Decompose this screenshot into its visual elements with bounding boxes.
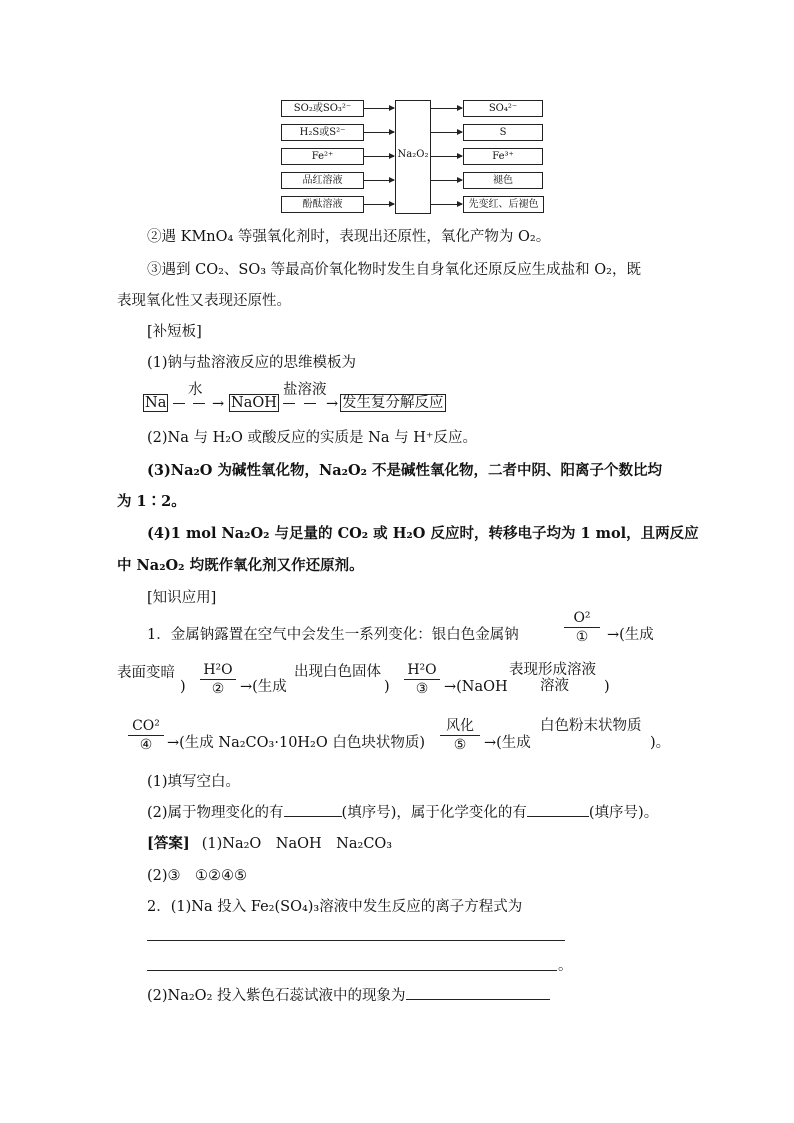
q1-k: →(生成 [484,735,531,751]
q1-sub-2-a: (2)属于物理变化的有 [147,805,284,821]
q1-l-answer: 白色粉末状物质 [540,718,642,734]
step-2-rule [200,679,236,680]
q2-part-2 [147,986,550,1006]
q2-part-1: 2．(1)Na 投入 Fe₂(SO₄)₃溶液中发生反应的离子方程式为 [147,899,523,915]
knowledge-heading: [知识应用] [147,590,217,606]
arrow-out-3 [430,156,462,157]
q1-sub-2-blank-1[interactable] [284,816,342,817]
step-5-condition [440,718,480,753]
q1-sub-2-blank-2[interactable] [527,816,589,817]
q1-m: )。 [650,735,671,751]
left-box-3: Fe²⁺ [281,148,364,165]
arrow-out-5 [430,204,462,205]
step-3-top: H²O [407,662,437,678]
left-box-2: H₂S或S²⁻ [281,124,364,141]
step-4-condition [128,718,164,753]
flow-cond-2: 盐溶液 [283,382,327,398]
q1-sub-2 [147,803,658,823]
step-5-top: 风化 [446,718,474,734]
q1-c: ) [180,679,186,695]
bububan-item-3b: 为 1∶2。 [117,493,186,510]
flow-cond-1: 水 [188,382,203,398]
right-box-4: 褪色 [463,172,543,189]
q1-b-answer: 表面变暗 [117,665,175,681]
step-1-rule [564,627,600,628]
q1-d: →(生成 [240,679,287,695]
q2-answer-line-2[interactable] [147,970,557,971]
paragraph-2: ②遇 KMnO₄ 等强氧化剂时，表现出还原性，氧化产物为 O₂。 [147,229,551,245]
q2-part-2-text: (2)Na₂O₂ 投入紫色石蕊试液中的现象为 [147,988,406,1004]
step-2-condition [200,662,236,697]
step-5-rule [440,735,480,736]
answer-block [147,834,392,854]
bububan-item-1: (1)钠与盐溶液反应的思维模板为 [147,355,357,371]
bububan-item-3a: (3)Na₂O 为碱性氧化物，Na₂O₂ 不是碱性氧化物，二者中阴、阳离子个数比均 [147,462,663,479]
answer-label: [答案] [147,835,190,852]
flow-node-result: 发生复分解反应 [342,395,444,411]
arrow-in-2 [363,132,394,133]
step-2-top: H²O [203,662,233,678]
step-3-condition [404,662,440,697]
q1-sub-1: (1)填写空白。 [147,774,241,790]
arrow-out-4 [430,180,462,181]
flow-node-na: Na [145,395,167,411]
flow-arrow-1-head: → [212,396,225,412]
q1-sub-2-c: (填序号)。 [588,805,659,821]
q1-h-answer: 表现形成溶液 [509,662,596,678]
answer-2: (2)③ ①②④⑤ [147,868,248,884]
step-1-bottom: ① [575,629,589,645]
left-box-5: 酚酞溶液 [281,196,364,213]
step-4-bottom: ④ [139,737,153,753]
left-box-4: 品红溶液 [281,172,364,189]
step-5-bottom: ⑤ [453,737,467,753]
q1-e-answer: 出现白色固体 [294,664,381,680]
flow-arrow-1-line [173,403,185,404]
q1-g: →(NaOH [444,679,508,695]
q1-sub-2-b: (填序号)，属于化学变化的有 [341,805,527,821]
flow-arrow-2-line [283,403,295,404]
step-1-condition [564,610,600,645]
bububan-item-4b: 中 Na₂O₂ 均既作氧化剂又作还原剂。 [117,557,364,574]
q1-h-answer-2: 溶液 [540,678,569,694]
flow-arrow-1-line-b [193,403,205,404]
q2-part-2-blank[interactable] [406,999,550,1000]
center-label: Na₂O₂ [397,149,429,160]
left-box-1: SO₂或SO₃²⁻ [281,100,364,117]
right-box-2: S [463,124,543,141]
q1-start: 1．金属钠露置在空气中会发生一系列变化：银白色金属钠 [147,627,519,643]
answer-1: (1)Na₂O NaOH Na₂CO₃ [201,836,393,852]
q1-i: ) [604,679,610,695]
paragraph-3b: 表现氧化性又表现还原性。 [117,293,291,309]
q2-answer-line-1[interactable] [147,940,565,941]
step-4-top: CO² [132,718,160,734]
flow-arrow-2-line-b [304,403,316,404]
bububan-item-4a: (4)1 mol Na₂O₂ 与足量的 CO₂ 或 H₂O 反应时，转移电子均为 1 mol，且两反应 [147,525,699,542]
step-1-top: O² [573,610,591,626]
step-3-bottom: ③ [415,681,429,697]
q1-f: ) [384,679,390,695]
right-box-3: Fe³⁺ [463,148,543,165]
paragraph-3a: ③遇到 CO₂、SO₃ 等最高价氧化物时发生自身氧化还原反应生成盐和 O₂，既 [147,262,641,278]
arrow-out-1 [430,108,462,109]
arrow-in-5 [363,204,394,205]
flow-node-naoh: NaOH [231,395,277,411]
arrow-in-3 [363,156,394,157]
arrow-out-2 [430,132,462,133]
q1-j: →(生成 Na₂CO₃·10H₂O 白色块状物质) [167,735,426,751]
q1-a: →(生成 [607,627,654,643]
bububan-item-2: (2)Na 与 H₂O 或酸反应的实质是 Na 与 H⁺反应。 [147,430,478,446]
step-2-bottom: ② [211,681,225,697]
flow-arrow-2-head: → [326,396,339,412]
right-box-1: SO₄²⁻ [463,100,543,117]
step-3-rule [404,679,440,680]
arrow-in-4 [363,180,394,181]
right-box-5: 先变红、后褪色 [463,196,544,213]
arrow-in-1 [363,108,394,109]
bububan-heading: [补短板] [147,324,202,340]
q2-period: 。 [558,958,573,974]
step-4-rule [128,735,164,736]
